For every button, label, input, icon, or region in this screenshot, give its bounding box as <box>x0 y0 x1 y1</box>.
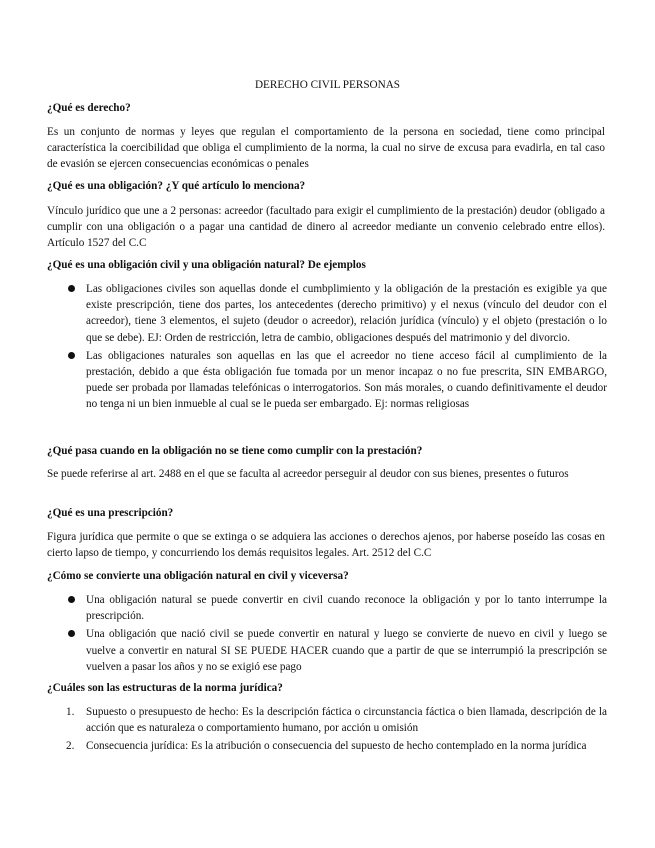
document-title: DERECHO CIVIL PERSONAS <box>254 79 401 91</box>
list-item <box>47 626 607 675</box>
section-heading: ¿Qué es una obligación civil y una obligación natural? De ejemplos <box>47 259 366 271</box>
list-number: 2. <box>66 740 75 753</box>
list-item-text: Supuesto o presupuesto de hecho: Es la descripción fáctica o circunstancia fáctica o bien llamada, descripción de la acción que es naturaleza o comportamiento humano, por acción u omisión <box>86 706 607 735</box>
list-item-text: Una obligación natural se puede convertir en civil cuando reconoce la obligación y por lo tanto interrumpe la prescripción. <box>86 594 607 623</box>
section-heading: ¿Qué es una obligación? ¿Y qué artículo lo menciona? <box>47 180 306 192</box>
bullet-icon <box>68 596 75 603</box>
list-item <box>47 281 607 346</box>
bullet-icon <box>68 352 75 359</box>
list-item <box>47 592 607 624</box>
section-heading: ¿Qué pasa cuando en la obligación no se tiene como cumplir con la prestación? <box>47 445 423 457</box>
list-number: 1. <box>66 706 75 718</box>
numbered-list <box>47 704 607 757</box>
list-item <box>47 704 607 736</box>
section-heading: ¿Cuáles son las estructuras de la norma jurídica? <box>47 682 283 694</box>
section-paragraph: Es un conjunto de normas y leyes que regulan el comportamiento de la persona en sociedad, tiene como principal característica la coercibilidad que obliga el cumplimiento de la norma, la cual no sirve de excusa para evadirla, en tal caso de evasión se ejercen consecuencias económicas o penales <box>47 126 605 171</box>
section-paragraph: Se puede referirse al art. 2488 en el que se faculta al acreedor perseguir al deudor con sus bienes, presentes o futuros <box>47 468 569 480</box>
section-paragraph: Vínculo jurídico que une a 2 personas: acreedor (facultado para exigir el cumplimiento de la prestación) deudor (obligado a cumplir con una obligación o a pagar una cantidad de dinero al acreedor mediante un convenio celebrado entre ellos). Artículo 1527 del C.C <box>47 205 605 250</box>
list-item <box>47 738 607 754</box>
section-heading: ¿Cómo se convierte una obligación natural en civil y viceversa? <box>47 570 349 582</box>
section-heading: ¿Qué es una prescripción? <box>47 507 174 519</box>
list-item-text: Las obligaciones civiles son aquellas donde el cumbplimiento y la obligación de la prestación es exigible ya que existe prescripción, tiene dos partes, los antecedentes (derecho primitivo) y el nexus (vínculo del deudor con el acreedor), tiene 3 elementos, el sujeto (deudor o acreedor), relación jurídica (vínculo) y el objeto (prestación o lo que se debe). EJ: Orden de restricción, letra de cambio, obligaciones después del matrimonio y del divorcio. <box>86 283 607 344</box>
list-item-text: Consecuencia jurídica: Es la atribución o consecuencia del supuesto de hecho contemplado en la norma jurídica <box>86 740 587 753</box>
list-item <box>47 348 607 413</box>
bullet-icon <box>68 630 75 637</box>
list-item-text: Las obligaciones naturales son aquellas en las que el acreedor no tiene acceso fácil al cumplimiento de la prestación, debido a que ésta obligación fue tomada por un menor incapaz o no fue prescrita, SIN EMBARGO, puede ser probada por llamadas telefónicas o interrogatorios. Son más morales, o cuando definitivamente el deudor no tenga ni un bien inmueble al cual se le pueda ser embargado. Ej: normas religiosas <box>86 349 607 411</box>
bullet-list <box>47 281 607 415</box>
bullet-list <box>47 592 607 677</box>
list-item-text: Una obligación que nació civil se puede convertir en natural y luego se convierte de nuevo en civil y luego se vuelve a convertir en natural SI SE PUEDE HACER cuando que a partir de que se interrumpió la prescripción se vuelven a pasar los años y no se exigió ese pago <box>86 628 607 673</box>
bullet-icon <box>68 285 75 292</box>
section-paragraph: Figura jurídica que permite o que se extinga o se adquiera las acciones o derechos ajenos, por haberse poseído las cosas en cierto lapso de tiempo, y concurriendo los demás requisitos legales. Art. 2512 del C.C <box>47 531 605 560</box>
section-heading: ¿Qué es derecho? <box>47 102 131 114</box>
